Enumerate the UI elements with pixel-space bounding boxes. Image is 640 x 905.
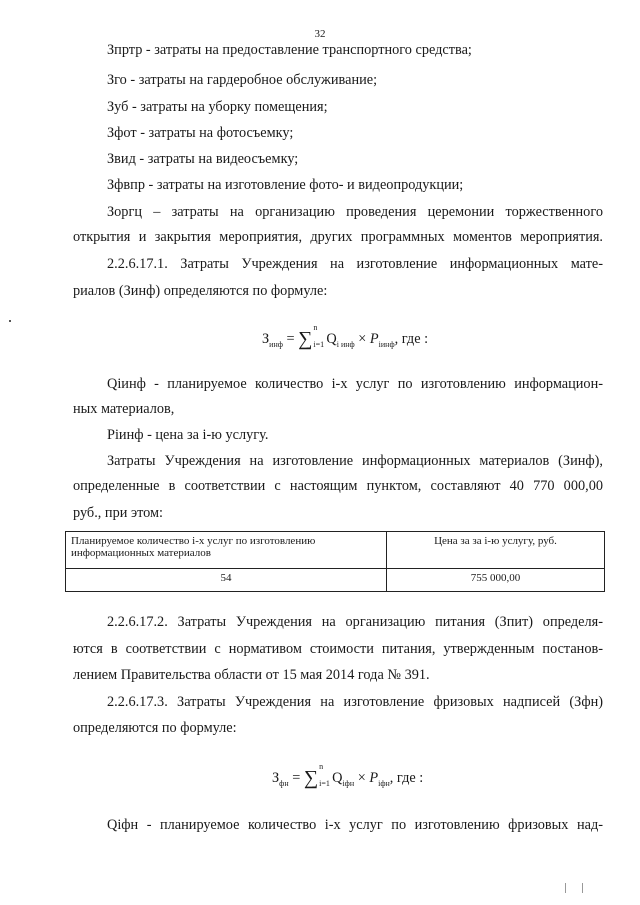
cost-table [65,531,605,592]
formula-fn: $З_{фн}$ = ∑ n i=1 $Q_{iфн} \times P_{iфн}$, где : [272,762,424,789]
def-zub: Зуб - затраты на уборку помещения; [107,99,328,115]
scan-edge-mark [582,883,583,893]
scan-edge-mark [565,883,566,893]
def-qinf-line2: ных материалов, [73,401,175,417]
section-2-2-6-17-3-line2: определяются по формуле: [73,720,237,736]
section-2-2-6-17-2-line2: ются в соответствии с нормативом стоимости питания, утвержденным постанов- [73,641,603,657]
def-zvid: Звид - затраты на видеосъемку; [107,151,299,167]
total-line1: Затраты Учреждения на изготовление информационных материалов (Зинф), [107,453,603,469]
section-2-2-6-17-1-line2: риалов (Зинф) определяются по формуле: [73,283,328,299]
cell-quantity: 54 [66,569,387,592]
def-zorgc-line2: открытия и закрытия мероприятия, других программных моментов мероприятия. [73,229,603,245]
def-qfn-line1: Qiфн - планируемое количество i-х услуг по изготовлению фризовых над- [107,817,603,833]
total-line2: определенные в соответствии с настоящим пунктом, составляют 40 770 000,00 [73,478,603,494]
table-header-row [66,532,605,569]
section-2-2-6-17-1-line1: 2.2.6.17.1. Затраты Учреждения на изготовление информационных мате- [107,256,603,272]
header-price: Цена за за i-ю услугу, руб. [387,532,605,569]
formula-inf: $З_{инф}$ = ∑ n i=1 $Q_{i инф} \times P_{iинф}$, где : [262,323,429,350]
table-row [66,569,605,592]
header-quantity: Планируемое количество i-х услуг по изготовлению информационных материалов [66,532,387,569]
section-2-2-6-17-3-line1: 2.2.6.17.3. Затраты Учреждения на изготовление фризовых надписей (Зфн) [107,694,603,710]
def-zorgc-line1: Зоргц – затраты на организацию проведения церемонии торжественного [107,204,603,220]
scan-speck [9,320,11,322]
section-2-2-6-17-2-line3: лением Правительства области от 15 мая 2014 года № 391. [73,667,430,683]
cell-price: 755 000,00 [387,569,605,592]
def-zfot: Зфот - затраты на фотосъемку; [107,125,294,141]
def-qinf-line1: Qiинф - планируемое количество i-х услуг по изготовлению информацион- [107,376,603,392]
page-number: 32 [314,28,326,40]
def-zfvpr: Зфвпр - затраты на изготовление фото- и видеопродукции; [107,177,464,193]
section-2-2-6-17-2-line1: 2.2.6.17.2. Затраты Учреждения на организацию питания (Зпит) определя- [107,614,603,630]
def-zgo: Зго - затраты на гардеробное обслуживание; [107,72,378,88]
def-pinf: Piинф - цена за i-ю услугу. [107,427,269,443]
def-zprtr: Зпртр - затраты на предоставление транспортного средства; [107,42,472,58]
total-line3: руб., при этом: [73,505,164,521]
